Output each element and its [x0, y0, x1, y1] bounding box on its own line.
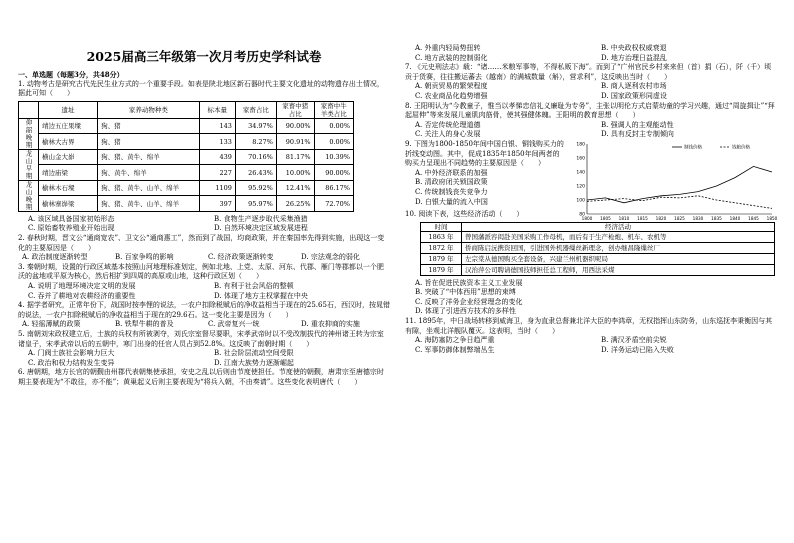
- table-cell: 汉治萍公司聘请德国技师担任总工程师，用西法采煤: [462, 264, 775, 275]
- option-a[interactable]: A. 轻徭薄赋的政策: [22, 320, 81, 329]
- table-header: 经济活动: [462, 222, 775, 231]
- table-header: 时间: [421, 222, 462, 231]
- question-8-options: [405, 121, 777, 140]
- table-row: [421, 242, 775, 253]
- legend-label: 制钱价格: [684, 145, 702, 151]
- table-cell: 1879 年: [421, 253, 462, 264]
- question-3-stem: 3. 秦朝时期，设置的行政区域基本按照山河地理标准划定，例如北地、上党、太原、河东、代郡、雁门等郡都以一个肥沃的盆地或平原为核心，然后相扩到四周的高原或山地，这种行政区划（ ）: [18, 262, 384, 281]
- table-cell: 143: [199, 118, 235, 134]
- y-tick-label: 180: [576, 142, 585, 148]
- table-cell: 榆林木石墚: [38, 180, 97, 196]
- x-tick-label: 1800: [581, 215, 593, 221]
- table-header: 遗址: [38, 101, 97, 118]
- table-cell: 90.00%: [276, 118, 314, 134]
- table-cell: 靖边庙梁: [38, 165, 97, 181]
- option-a[interactable]: A. 海防塞防之争日趋严重: [415, 336, 495, 345]
- option-d[interactable]: D. 洋务运动已陷入失败: [601, 345, 674, 354]
- table-cell: 左宗棠从德国购买全套设备，兴建兰州机器织呢局: [462, 253, 775, 264]
- table-cell: 0.00%: [314, 118, 353, 134]
- question-11-options: [405, 336, 777, 355]
- table-cell: 靖边五庄果墚: [38, 118, 97, 134]
- table-cell: 10.39%: [314, 149, 353, 165]
- table-cell: 狗、猪、黄牛、绵羊: [98, 149, 199, 165]
- question-4-options: [18, 320, 390, 330]
- question-3-options: [18, 282, 390, 301]
- table-cell: 狗、黄牛、绵羊: [98, 165, 199, 181]
- table-cell: 397: [199, 196, 235, 212]
- table-cell: 1863 年: [421, 231, 462, 242]
- table-cell: 0.00%: [314, 134, 353, 150]
- option-d[interactable]: D. 白银大量的流入中国: [415, 197, 488, 206]
- question-8-stem: 8. 王阳明认为“今教童子，惟当以孝悌忠信礼义廉耻为专务”，主张以明伦方式启蒙幼童的学习兴趣，通过“周旋揖让”“拜起屈伸”等来发展儿童肌肉筋骨，使其强健体魄。王阳明的教育思想（ ）: [405, 101, 775, 120]
- table-cell: 26.25%: [276, 196, 314, 212]
- question-5-options: [18, 349, 390, 368]
- table-row: [19, 196, 354, 212]
- option-c[interactable]: C. 传统制钱丧失竞争力: [415, 187, 488, 196]
- option-c[interactable]: C. 军事防御体制弊端丛生: [415, 345, 495, 354]
- table-cell: 侨商陈启沅携资回国，引进国外机器缫丝新理念，创办继昌隆缫丝厂: [462, 242, 775, 253]
- option-b[interactable]: B. 铁犁牛耕的普及: [115, 320, 174, 329]
- x-tick-label: 1810: [618, 215, 630, 221]
- table-cell: 81.17%: [276, 149, 314, 165]
- option-d[interactable]: D. 具有反封主专制倾向: [601, 130, 674, 139]
- table-cell: 横山金大峁: [38, 149, 97, 165]
- x-tick-label: 1840: [729, 215, 741, 221]
- x-tick-label: 1825: [674, 215, 685, 221]
- question-9-stem: 9. 下图为1800-1850年间中国白银、铜钱购买力的折线变动图。其中，促成1835年1850年间两者的购买力呈现出不同趋势的主要原因是（ ）: [405, 139, 564, 168]
- table-cell: 34.97%: [235, 118, 276, 134]
- question-6-options: [405, 44, 777, 63]
- option-a[interactable]: A. 政治制度逐渐转型: [22, 253, 88, 262]
- table-cell: 86.17%: [314, 180, 353, 196]
- table-cell: 1109: [199, 180, 235, 196]
- table-cell: 狗、猪: [98, 134, 199, 150]
- table-row: [421, 264, 775, 275]
- table-cell: 曾国藩派容闳赴美国采购工作母机，而后有于生产枪炮、机车、农机等: [462, 231, 775, 242]
- economic-activity-table: [420, 222, 775, 276]
- table-cell: 90.91%: [276, 134, 314, 150]
- table-row: [19, 149, 354, 165]
- table-row: [19, 165, 354, 181]
- table-cell: 90.00%: [314, 165, 353, 181]
- table-cell: 72.70%: [314, 196, 353, 212]
- table-cell: 狗、猪: [98, 118, 199, 134]
- option-a[interactable]: A. 该区域具备国家初始形态: [28, 214, 115, 223]
- question-2-stem: 2. 春秋时期，晋文公“通商宽农”、卫文公“通商惠工”，然而到了战国，均商政策，并在秦国率先得到实施，出现这一变化的主要原因是（ ）: [18, 233, 385, 252]
- table-cell: 70.16%: [235, 149, 276, 165]
- option-c[interactable]: C. 武帝复兴一统: [208, 320, 260, 329]
- page-title: 2025届高三年级第一次月考历史学科试卷: [86, 49, 322, 64]
- option-a[interactable]: A. 否定传统伦理道德: [415, 120, 481, 129]
- table-cell: 狗、猪、黄牛、山羊、绵羊: [98, 196, 199, 212]
- x-tick-label: 1835: [711, 215, 722, 221]
- question-7-stem: 7. 《元史刑法志》载：“诸……米粮军事等，不得私贩下海”。而到了“广州官民乡村来来但（首）捐（石），阡（千）顷贡于货赛，往往搬运蕃去（越南）的满城数量（斛），营求利”，这反映出当时（ ）: [405, 63, 772, 81]
- option-a[interactable]: A. 外重内轻局势扭转: [415, 44, 481, 52]
- option-b[interactable]: B. 食物生产逐步取代采集渔猎: [214, 214, 308, 223]
- table-cell: 133: [199, 134, 235, 150]
- right-column: [405, 44, 777, 355]
- option-a[interactable]: A. 门阀士族社会影响力巨大: [28, 349, 115, 358]
- option-b[interactable]: B. 社会阶层流动空间受限: [214, 349, 294, 358]
- x-tick-label: 1805: [600, 215, 611, 221]
- y-tick-label: 80: [579, 212, 585, 218]
- option-a[interactable]: A. 旨在促进民族资本主义工业发展: [415, 278, 523, 287]
- x-tick-label: 1815: [637, 215, 648, 221]
- table-cell: 95.97%: [235, 196, 276, 212]
- option-c[interactable]: C. 政治和权力结构发生变异: [28, 358, 115, 367]
- left-column: [18, 0, 390, 387]
- option-d[interactable]: D. 体现了引进西方技术的多样性: [415, 307, 516, 316]
- question-10-options: [405, 279, 777, 317]
- question-2-options: [18, 253, 390, 263]
- table-cell: 26.43%: [235, 165, 276, 181]
- option-d[interactable]: D. 地方治理日益混乱: [601, 53, 667, 62]
- x-tick-label: 1845: [748, 215, 759, 221]
- table-cell: 10.00%: [276, 165, 314, 181]
- question-9-text: [405, 140, 565, 207]
- table-header: 家畜占比: [235, 101, 276, 118]
- period-cell: 龙山早期: [19, 149, 39, 180]
- option-d[interactable]: D. 宗法观念的弱化: [301, 253, 360, 262]
- table-cell: 榆林大古界: [38, 134, 97, 150]
- option-d[interactable]: D. 国家政策形同虚设: [601, 91, 667, 100]
- table-cell: 榆林寨峁梁: [38, 196, 97, 212]
- x-tick-label: 1830: [692, 215, 704, 221]
- question-1-options: [18, 215, 390, 234]
- question-4-stem: 4. 据学者研究，正常年份下，战国时按李悝的说法，一农户扣除税赋后的净收益相当于现在的25.65石，西汉时，按晁错的说法，一农户扣除税赋后的净收益相当于现在的29.6石。这一变化主要是因为（ ）: [18, 301, 390, 319]
- option-b[interactable]: B. 突破了“中体西用”思想的束缚: [415, 288, 516, 297]
- table-header: 标本量: [199, 101, 235, 118]
- question-6-stem: 6. 唐朝期，地方长官的朝觐由州郡代表朝集使承担，安史之乱以后则由节度使担任。节度使的朝觐，唐肃宗至唐德宗时期主要表现为“不敢往，亦不能”；黄巢起义后则主要表现为“将兵入朝，不由奏请”。这些变化表明唐代（ ）: [18, 368, 384, 386]
- table-row: [421, 253, 775, 264]
- table-cell: 12.41%: [276, 180, 314, 196]
- table-row: [19, 180, 354, 196]
- series-line-2: [587, 196, 772, 209]
- option-a[interactable]: A. 朝贡贸易的繁荣程度: [415, 82, 488, 91]
- period-cell: 仰韶晚期: [19, 118, 39, 149]
- option-b[interactable]: B. 强调人的主观能动性: [601, 120, 674, 129]
- table-header: [19, 101, 39, 118]
- legend-label: 钱粮价格: [732, 145, 750, 151]
- option-d[interactable]: D. 体现了地方主权掌握在中央: [214, 291, 308, 300]
- table-row: [19, 134, 354, 150]
- question-10-stem: 10. 阅读下表，这些经济活动（ ）: [405, 210, 524, 219]
- table-cell: 狗、猪、黄牛、山羊、绵羊: [98, 180, 199, 196]
- x-tick-label: 1850: [766, 215, 777, 221]
- y-tick-label: 140: [576, 170, 585, 176]
- table-row: [421, 231, 775, 242]
- table-header: 家畜中猪占比: [276, 101, 314, 118]
- option-c[interactable]: C. 反映了洋务企业经营理念的变化: [415, 297, 523, 306]
- option-d[interactable]: D. 江南大族势力逐渐崛起: [214, 358, 294, 367]
- series-line-1: [587, 166, 772, 202]
- table-cell: 8.27%: [235, 134, 276, 150]
- option-b[interactable]: B. 有利于社会风俗的整顿: [214, 281, 294, 290]
- y-tick-label: 160: [576, 156, 585, 162]
- option-b[interactable]: B. 中央政权权威衰退: [601, 44, 667, 52]
- purchasing-power-line-chart: [567, 140, 777, 224]
- option-a[interactable]: A. 说明了地理环境决定文明的发展: [28, 281, 136, 290]
- option-a[interactable]: A. 中外经济联系的加强: [415, 168, 488, 177]
- question-11-stem: 11. 1895年，中日战场转移到威海卫，身为直隶总督兼北洋大臣的李鸿章，无权指挥山东防务，山东巡抚李秉衡因与其有隙，坐观北洋舰队覆灭。这表明，当时（ ）: [405, 317, 773, 335]
- option-c[interactable]: C. 地方武装的控制弱化: [415, 53, 488, 62]
- animal-remains-table: [18, 101, 354, 212]
- table-cell: 439: [199, 149, 235, 165]
- table-header: 家畜中牛羊类占比: [314, 101, 353, 118]
- option-c[interactable]: C. 经济政策逐渐转变: [208, 253, 274, 262]
- option-b[interactable]: B. 商人逐利农村市场: [601, 82, 667, 91]
- table-cell: 1879 年: [421, 264, 462, 275]
- period-cell: 龙山晚期: [19, 180, 39, 211]
- question-5-stem: 5. 南朝刘宋政权建立后，士族的兵权有所被剥夺，刘氏宗室督尽要职，宋孝武帝时以不受改制拔代的神州诸王转为宗室诸皇子，宋孝武帝以后的五朝中，寒门出身的任官人员占到52.8%。这反映了南朝时期（ ）: [18, 329, 384, 348]
- option-c[interactable]: C. 吞并了耕地对农耕经济的重要性: [28, 291, 136, 300]
- section-heading: 一、单选题（每题3分，共48分）: [18, 70, 124, 79]
- x-tick-label: 1820: [655, 215, 667, 221]
- y-tick-label: 100: [576, 198, 585, 204]
- option-c[interactable]: C. 农业商品化趋势增强: [415, 91, 488, 100]
- table-cell: 95.92%: [235, 180, 276, 196]
- table-row: [19, 118, 354, 134]
- option-d[interactable]: D. 重农抑商的实施: [301, 320, 360, 329]
- table-header: 家养动物种类: [98, 101, 199, 118]
- question-1-stem: 1. 动物考古是研究古代先民生业方式的一个重要手段。如表是陕北地区新石器时代主要文化遗址的动物遗存出土情况，据此可知（ ）: [18, 79, 384, 98]
- question-9-options: [405, 169, 565, 207]
- option-c[interactable]: C. 关注人的身心发展: [415, 130, 481, 139]
- table-cell: 227: [199, 165, 235, 181]
- table-cell: 1872 年: [421, 242, 462, 253]
- option-b[interactable]: B. 百家争鸣的影响: [115, 253, 174, 262]
- question-7-options: [405, 82, 777, 101]
- option-b[interactable]: B. 满汉矛盾空前尖锐: [601, 336, 667, 345]
- y-tick-label: 120: [576, 184, 585, 190]
- option-d[interactable]: D. 自然环境决定区域发展进程: [214, 224, 308, 233]
- option-b[interactable]: B. 清政府闭关锁国政策: [415, 178, 488, 187]
- table-header-row: [19, 101, 354, 118]
- option-c[interactable]: C. 原始畜牧养殖业开始出现: [28, 224, 115, 233]
